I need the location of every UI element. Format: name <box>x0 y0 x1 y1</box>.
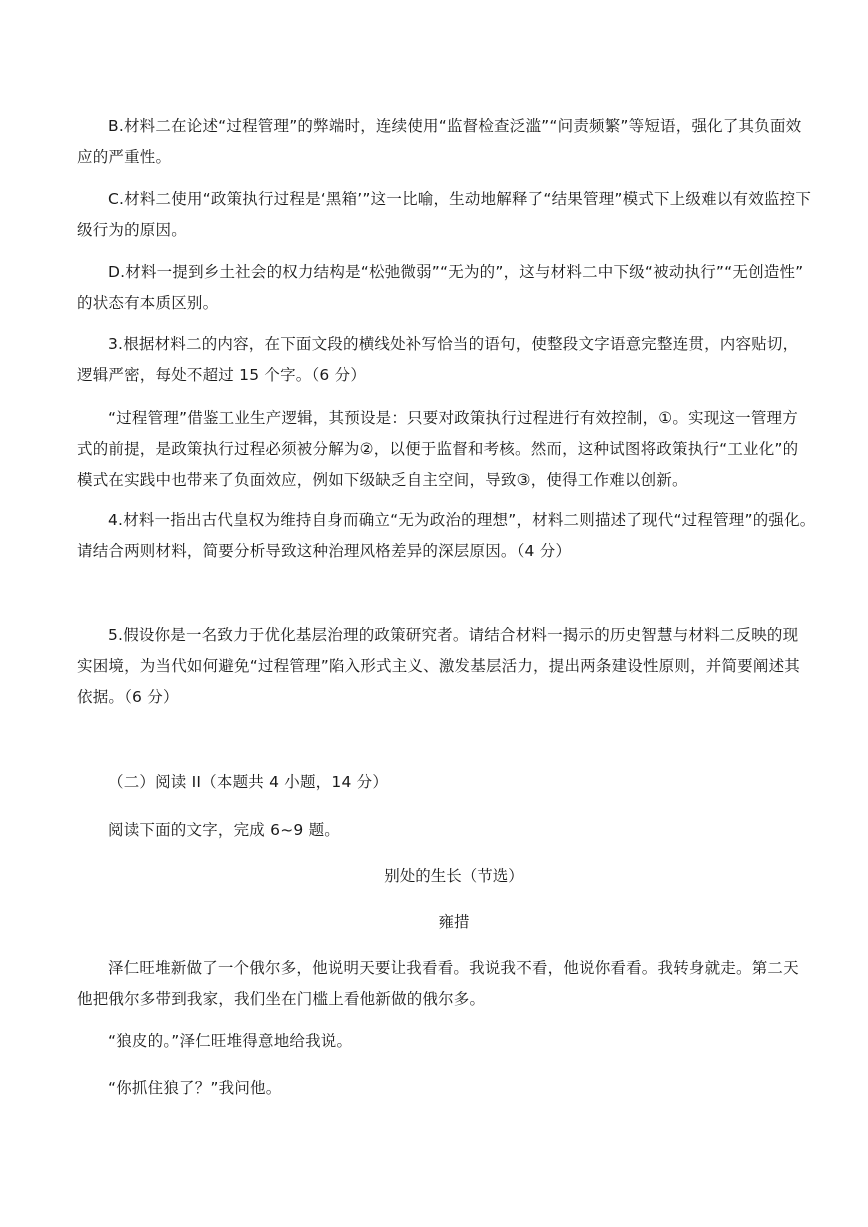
text-line: B.材料二在论述“过程管理”的弊端时，连续使用“监督检查泛滥”“问责频繁”等短语，强化了其负面效 <box>108 117 802 135</box>
text-line: 级行为的原因。 <box>77 221 187 239</box>
story-paragraph <box>77 1073 793 1104</box>
story-paragraph <box>77 953 799 1015</box>
question-5 <box>77 620 800 713</box>
text-line: D.材料一提到乡土社会的权力结构是“松弛微弱”“无为的”，这与材料二中下级“被动执行”“无创造性” <box>108 263 804 281</box>
text-line: 实困境，为当代如何避免“过程管理”陷入形式主义、激发基层活力，提出两条建设性原则，并简要阐述其 <box>77 657 800 675</box>
story-author: 雍措 <box>438 913 470 931</box>
section-2-heading <box>77 767 793 798</box>
text-line: 3.根据材料二的内容，在下面文段的横线处补写恰当的语句，使整段文字语意完整连贯，内容贴切， <box>108 335 799 353</box>
text-line: 逻辑严密，每处不超过 15 个字。（6 分） <box>77 366 367 384</box>
text-line: 模式在实践中也带来了负面效应，例如下级缺乏自主空间，导致③，使得工作难以创新。 <box>77 471 688 489</box>
text-line: （二）阅读 II（本题共 4 小题，14 分） <box>108 773 389 791</box>
question-3-passage <box>77 403 799 496</box>
text-line: “你抓住狼了？”我问他。 <box>108 1079 282 1097</box>
text-line: 4.材料一指出古代皇权为维持自身而确立“无为政治的理想”，材料二则描述了现代“过程管理”的强化。 <box>108 511 816 529</box>
text-line: 的状态有本质区别。 <box>77 294 219 312</box>
text-line: 请结合两则材料，简要分析导致这种治理风格差异的深层原因。（4 分） <box>77 542 572 560</box>
text-line: 阅读下面的文字，完成 6~9 题。 <box>108 821 340 839</box>
section-2-instruction <box>77 815 793 846</box>
question-3 <box>77 329 799 391</box>
text-line: 应的严重性。 <box>77 148 172 166</box>
text-line: “狼皮的。”泽仁旺堆得意地给我说。 <box>108 1032 353 1050</box>
option-c-paragraph <box>77 184 812 246</box>
text-line: 泽仁旺堆新做了一个俄尔多，他说明天要让我看看。我说我不看，他说你看看。我转身就走。第二天 <box>108 959 799 977</box>
question-4 <box>77 505 816 567</box>
text-line: 式的前提，是政策执行过程必须被分解为②，以便于监督和考核。然而，这种试图将政策执行“工业化”的 <box>77 440 799 458</box>
text-line: “过程管理”借鉴工业生产逻辑，其预设是：只要对政策执行过程进行有效控制，①。实现这一管理方 <box>108 409 798 427</box>
story-title: 别处的生长（节选） <box>384 867 524 885</box>
text-line: 依据。（6 分） <box>77 688 179 706</box>
option-b-paragraph <box>77 111 802 173</box>
text-line: C.材料二使用“政策执行过程是‘黑箱’”这一比喻，生动地解释了“结果管理”模式下上级难以有效监控下 <box>108 190 812 208</box>
text-line: 他把俄尔多带到我家，我们坐在门槛上看他新做的俄尔多。 <box>77 990 486 1008</box>
story-paragraph <box>77 1026 793 1057</box>
option-d-paragraph <box>77 257 804 319</box>
text-line: 5.假设你是一名致力于优化基层治理的政策研究者。请结合材料一揭示的历史智慧与材料二反映的现 <box>108 626 799 644</box>
